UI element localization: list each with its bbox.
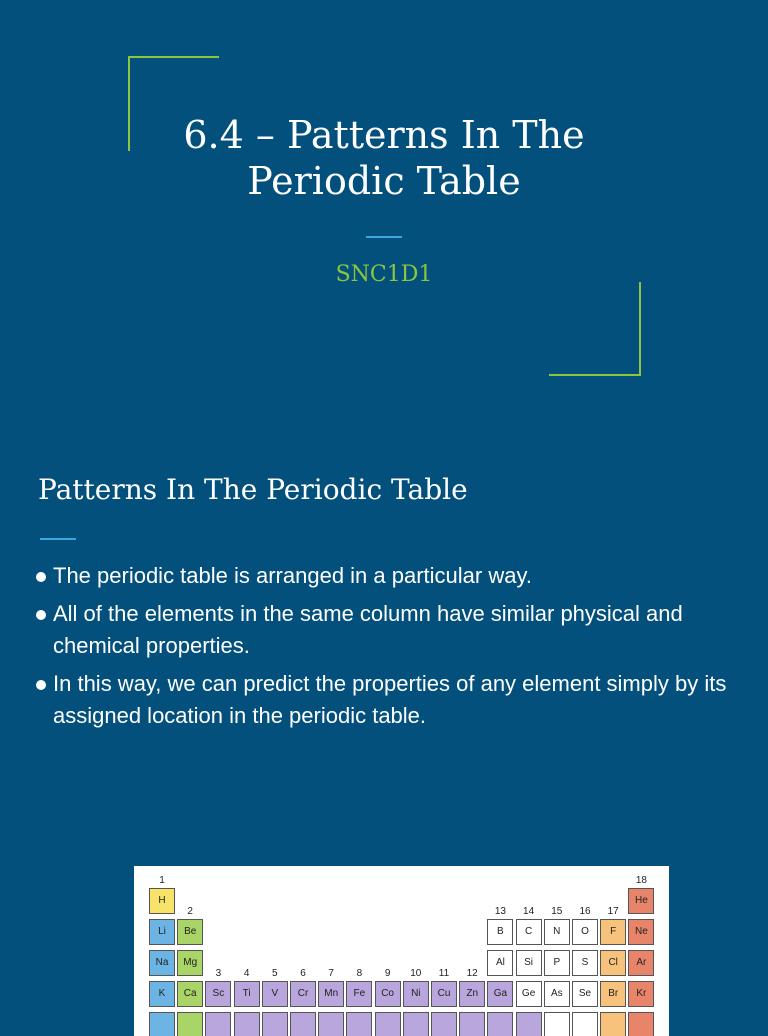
- element-cell: [516, 1012, 542, 1036]
- title-accent-line: [366, 236, 402, 238]
- element-cell-as: As: [544, 981, 570, 1007]
- element-cell-v: V: [262, 981, 288, 1007]
- element-cell-p: P: [544, 950, 570, 976]
- element-cell-o: O: [572, 919, 598, 945]
- element-cell: [572, 1012, 598, 1036]
- element-cell: [290, 1012, 316, 1036]
- bullet-dot-icon: [36, 610, 46, 620]
- slide-title-line1: 6.4 – Patterns In The: [183, 113, 585, 157]
- element-cell-mn: Mn: [318, 981, 344, 1007]
- group-label-15: 15: [551, 906, 563, 917]
- bullet-item: [34, 668, 734, 732]
- element-cell: [600, 1012, 626, 1036]
- element-cell: [628, 1012, 654, 1036]
- element-cell-he: He: [628, 888, 654, 914]
- corner-bracket-bottom-right: [549, 374, 641, 376]
- bullet-text: All of the elements in the same column have similar physical and chemical properties.: [53, 601, 683, 658]
- element-cell: [487, 1012, 513, 1036]
- element-cell-ga: Ga: [487, 981, 513, 1007]
- element-cell-zn: Zn: [459, 981, 485, 1007]
- group-label-3: 3: [215, 968, 222, 979]
- element-cell-ni: Ni: [403, 981, 429, 1007]
- corner-bracket-top-left: [128, 56, 219, 58]
- element-cell-se: Se: [572, 981, 598, 1007]
- element-cell: [177, 1012, 203, 1036]
- element-cell-ar: Ar: [628, 950, 654, 976]
- element-cell: [234, 1012, 260, 1036]
- group-label-9: 9: [384, 968, 391, 979]
- element-cell-mg: Mg: [177, 950, 203, 976]
- element-cell: [149, 1012, 175, 1036]
- element-cell-f: F: [600, 919, 626, 945]
- slide-title-line2: Periodic Table: [247, 159, 521, 203]
- element-cell-fe: Fe: [346, 981, 372, 1007]
- element-cell-ge: Ge: [516, 981, 542, 1007]
- element-cell: [375, 1012, 401, 1036]
- bullet-item: [34, 560, 734, 592]
- slide-title: [140, 112, 628, 204]
- element-cell-k: K: [149, 981, 175, 1007]
- periodic-table-image: [134, 866, 669, 1036]
- element-cell: [318, 1012, 344, 1036]
- corner-bracket-bottom-right-vertical: [639, 282, 641, 376]
- bullet-dot-icon: [36, 572, 46, 582]
- group-label-4: 4: [243, 968, 250, 979]
- element-cell-cr: Cr: [290, 981, 316, 1007]
- group-label-8: 8: [356, 968, 363, 979]
- element-cell: [459, 1012, 485, 1036]
- group-label-5: 5: [272, 968, 278, 979]
- group-label-7: 7: [328, 968, 334, 979]
- group-label-14: 14: [523, 906, 535, 917]
- group-label-11: 11: [438, 968, 450, 979]
- group-label-10: 10: [410, 968, 422, 979]
- group-label-16: 16: [579, 906, 591, 917]
- corner-bracket-top-left-vertical: [128, 56, 130, 151]
- element-cell-c: C: [516, 919, 542, 945]
- bullet-list: [34, 560, 734, 738]
- element-cell: [403, 1012, 429, 1036]
- element-cell-ne: Ne: [628, 919, 654, 945]
- slide-subtitle: SNC1D1: [335, 262, 433, 287]
- group-label-17: 17: [607, 906, 619, 917]
- element-cell-li: Li: [149, 919, 175, 945]
- group-label-12: 12: [466, 968, 478, 979]
- element-cell-ti: Ti: [234, 981, 260, 1007]
- element-cell: [262, 1012, 288, 1036]
- bullet-item: [34, 598, 734, 662]
- element-cell: [346, 1012, 372, 1036]
- element-cell-cu: Cu: [431, 981, 457, 1007]
- element-cell-co: Co: [375, 981, 401, 1007]
- group-label-13: 13: [494, 906, 506, 917]
- bullet-text: The periodic table is arranged in a particular way.: [53, 563, 532, 588]
- group-label-1: 1: [159, 875, 165, 886]
- group-label-18: 18: [635, 875, 647, 886]
- element-cell: [544, 1012, 570, 1036]
- element-cell-h: H: [149, 888, 175, 914]
- element-cell-na: Na: [149, 950, 175, 976]
- element-cell-br: Br: [600, 981, 626, 1007]
- element-cell-si: Si: [516, 950, 542, 976]
- heading-accent-line: [40, 538, 76, 540]
- element-cell-kr: Kr: [628, 981, 654, 1007]
- group-label-2: 2: [187, 906, 193, 917]
- element-cell-al: Al: [487, 950, 513, 976]
- element-cell: [205, 1012, 231, 1036]
- bullet-dot-icon: [36, 680, 46, 690]
- element-cell-cl: Cl: [600, 950, 626, 976]
- bullet-text: In this way, we can predict the properties of any element simply by its assigned location in the periodic table.: [53, 671, 727, 728]
- content-heading: Patterns In The Periodic Table: [38, 473, 468, 506]
- element-cell-b: B: [487, 919, 513, 945]
- element-cell-be: Be: [177, 919, 203, 945]
- content-slide: [0, 420, 768, 1024]
- element-cell-n: N: [544, 919, 570, 945]
- title-slide: [0, 0, 768, 420]
- element-cell-s: S: [572, 950, 598, 976]
- element-cell-sc: Sc: [205, 981, 231, 1007]
- element-cell-ca: Ca: [177, 981, 203, 1007]
- element-cell: [431, 1012, 457, 1036]
- group-label-6: 6: [300, 968, 306, 979]
